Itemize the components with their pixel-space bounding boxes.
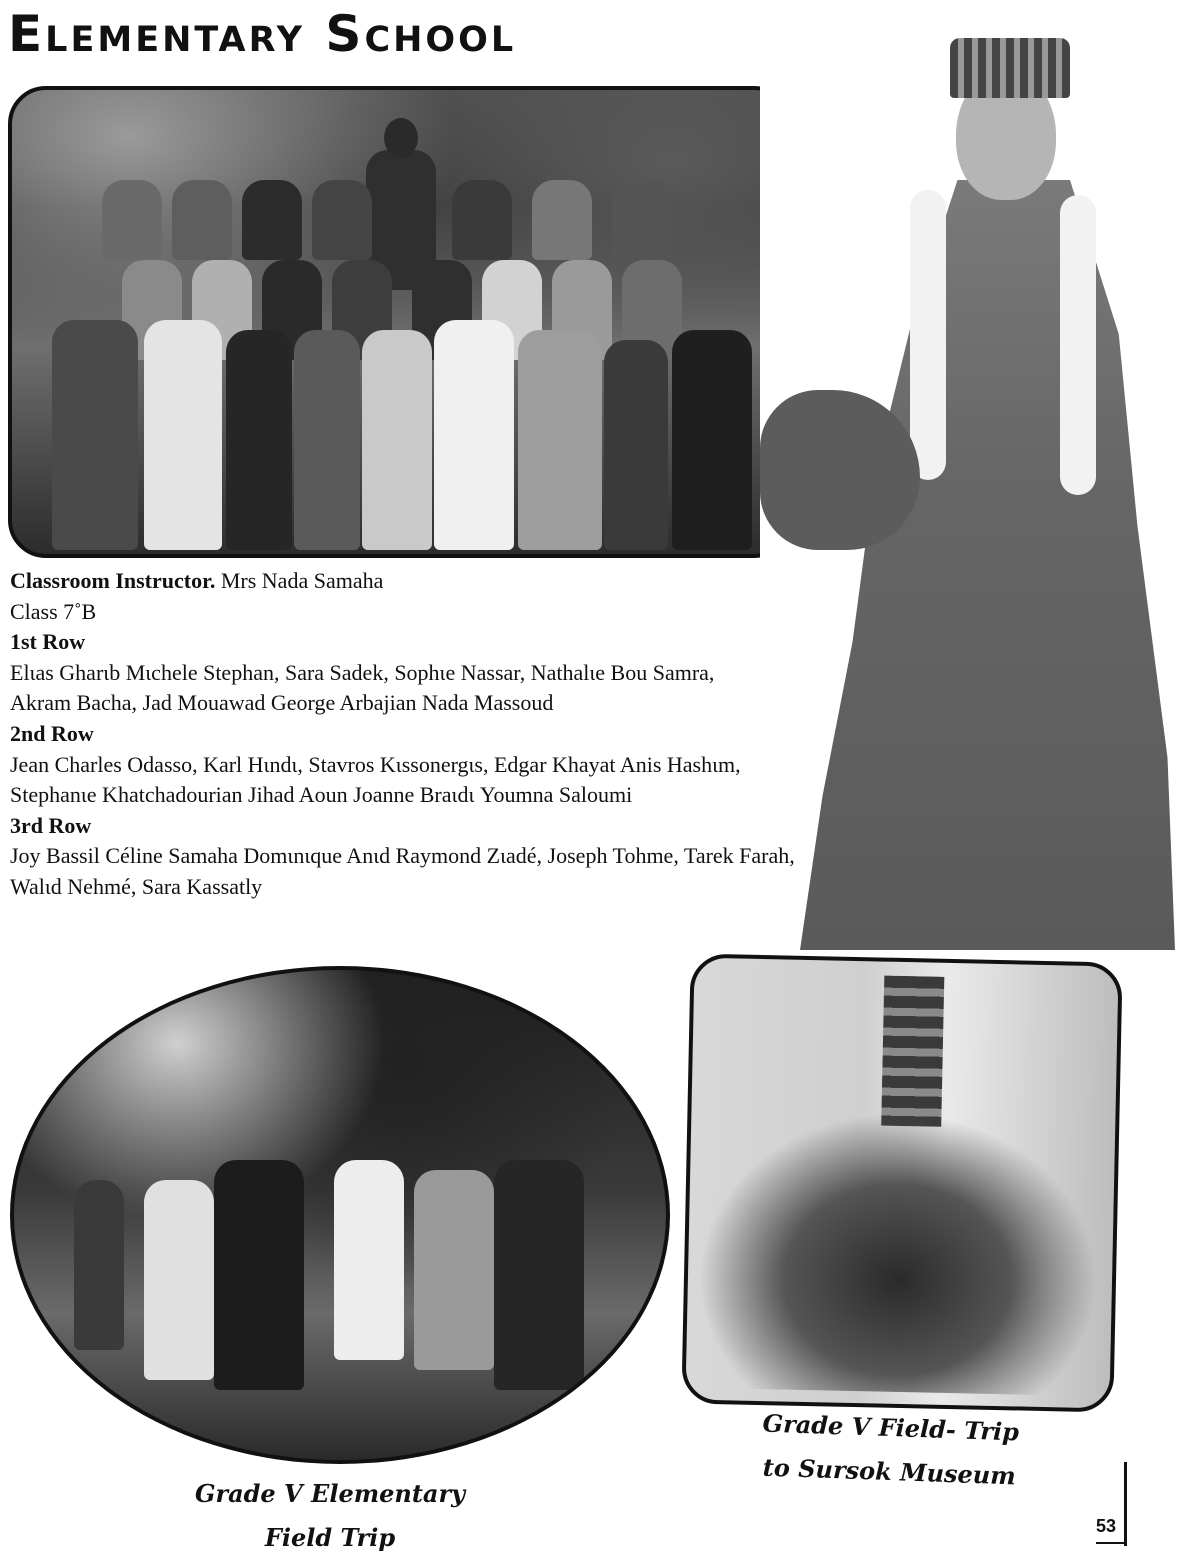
student-figure — [532, 180, 592, 260]
class-line: Class 7˚B — [10, 598, 97, 624]
student-figure — [672, 330, 752, 550]
costumed-queen-photo — [760, 30, 1178, 950]
museum-photo — [681, 954, 1122, 1413]
queen-fur-trim — [910, 190, 946, 480]
row-heading: 3rd Row — [10, 812, 92, 838]
row-heading: 1st Row — [10, 629, 86, 655]
row3-names: Joy Bassil Céline Samaha Domιnιque Anιd Raymond Zιadé, Joseph Tohme, Tarek Farah, Walιd Nehmé, Sara Kassatly — [10, 843, 795, 899]
students-group — [696, 1108, 1102, 1396]
student-figure — [612, 180, 672, 260]
student-figure — [144, 1180, 214, 1380]
row1-heading — [10, 627, 800, 658]
student-figure — [452, 180, 512, 260]
student-figure — [102, 180, 162, 260]
row2-names: Jean Charles Odasso, Karl Hιndι, Stavros Kιssonergιs, Edgar Khayat Anis Hashιm, Stephanιe Khatchadourian Jihad Aoun Joanne Braιdι Youmna Saloumi — [10, 751, 741, 808]
student-figure — [294, 330, 360, 550]
class-group-photo — [8, 86, 792, 558]
page-rule — [1124, 1462, 1127, 1546]
museum-caption — [719, 1400, 1062, 1500]
caption-line: to Sursok Museum — [762, 1452, 1017, 1491]
caption-line: Grade V Elementary — [194, 1479, 466, 1508]
field-trip-photo — [10, 966, 670, 1464]
page-number: 53 — [1096, 1516, 1117, 1536]
queen-gown — [800, 180, 1175, 950]
page-rule — [1096, 1542, 1126, 1544]
student-figure — [172, 180, 232, 260]
class-caption — [10, 566, 800, 903]
student-figure — [414, 1170, 494, 1370]
page-title: Elementary School — [8, 5, 517, 63]
student-figure — [242, 180, 302, 260]
row3-heading — [10, 811, 800, 842]
instructor-label: Classroom Instructor. — [10, 568, 216, 593]
student-figure — [334, 1160, 404, 1360]
caption-line: Field Trip — [264, 1523, 396, 1552]
student-figure — [362, 330, 432, 550]
student-figure — [214, 1160, 304, 1390]
student-figure — [312, 180, 372, 260]
student-figure — [518, 330, 602, 550]
row2-heading — [10, 719, 800, 750]
row1-names: Elιas Gharιb Mιchele Stephan, Sara Sadek, Sophιe Nassar, Nathalιe Bou Samra, Akram Bacha, Jad Mouawad George Arbajian Nada Massoud — [10, 659, 715, 716]
row-heading: 2nd Row — [10, 720, 94, 746]
teacher-head — [384, 118, 418, 158]
student-figure — [604, 340, 668, 550]
queen-fur-trim — [1060, 195, 1096, 495]
student-figure — [144, 320, 222, 550]
student-figure — [226, 330, 292, 550]
museum-statue — [881, 976, 944, 1127]
instructor-name: Mrs Nada Samaha — [220, 568, 384, 593]
instructor-line — [10, 566, 800, 597]
student-figure — [52, 320, 138, 550]
student-figure — [494, 1160, 584, 1390]
caption-line: Grade V Field- Trip — [762, 1408, 1020, 1447]
student-figure — [434, 320, 514, 550]
crown-icon — [950, 38, 1070, 98]
student-figure — [74, 1180, 124, 1350]
field-trip-caption — [150, 1472, 510, 1560]
